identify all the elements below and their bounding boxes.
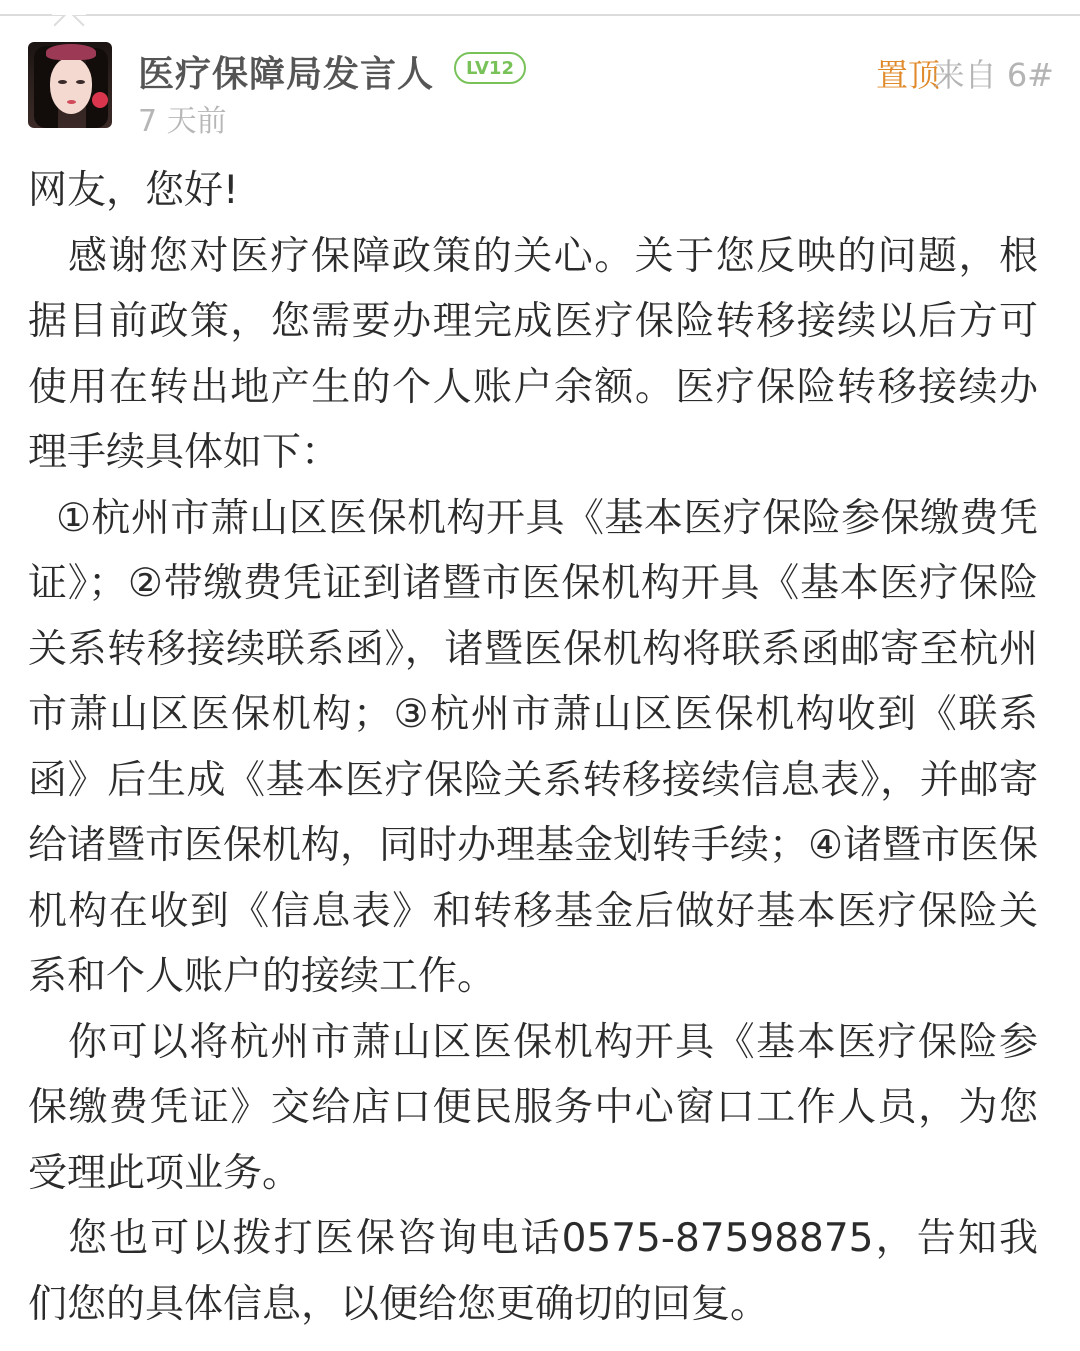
greeting: 网友，您好! [28,168,239,213]
pinned-label: 置顶 [875,56,940,94]
post-header [28,42,1058,139]
top-divider [0,14,1080,16]
body-paragraph: 感谢您对医疗保障政策的关心。关于您反映的问题，根据目前政策，您需要办理完成医疗保险转移接续以后方可使用在转出地产生的个人账户余额。医疗保险转移接续办理手续具体如下： [28,233,1038,475]
floor-label: 来自 6# [932,56,1054,94]
body-paragraph: 你可以将杭州市萧山区医保机构开具《基本医疗保险参保缴费凭证》交给店口便民服务中心窗口工作人员，为您受理此项业务。 [28,1019,1038,1196]
post-time: 7 天前 [138,104,227,139]
author-name[interactable]: 医疗保障局发言人 [138,54,435,95]
avatar-portrait-icon[interactable] [28,42,112,128]
post-body [28,158,1038,1337]
contact-paragraph: 您也可以拨打医保咨询电话0575-87598875，告知我们您的具体信息，以便给您更确切的回复。 [28,1216,1038,1327]
procedure-paragraph: ①杭州市萧山区医保机构开具《基本医疗保险参保缴费凭证》；②带缴费凭证到诸暨市医保机构开具《基本医疗保险关系转移接续联系函》，诸暨医保机构将联系函邮寄至杭州市萧山区医保机构；③杭州市萧山区医保机构收到《联系函》后生成《基本医疗保险关系转移接续信息表》，并邮寄给诸暨市医保机构，同时办理基金划转手续；④诸暨市医保机构在收到《信息表》和转移基金后做好基本医疗保险关系和个人账户的接续工作。 [28,495,1038,999]
level-badge: LV12 [454,52,526,84]
